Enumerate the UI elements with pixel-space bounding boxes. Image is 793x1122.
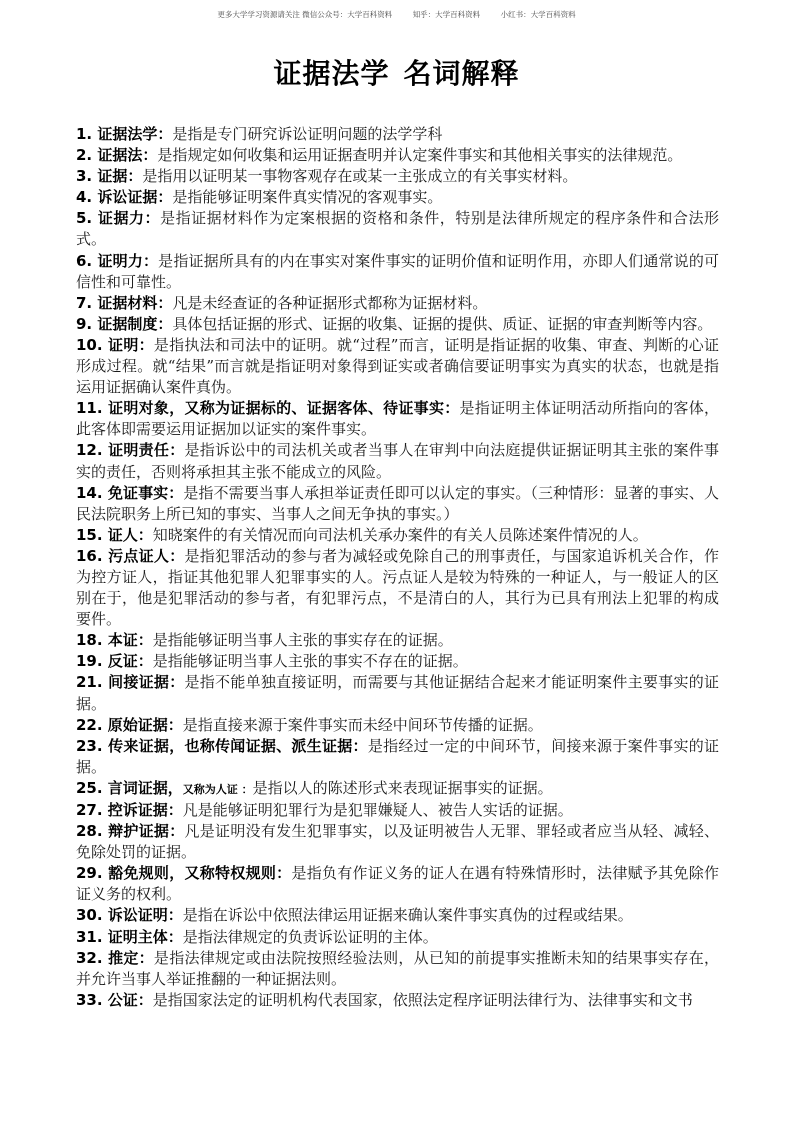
entry-term: 31. 证明主体： (76, 927, 183, 946)
entry-definition: 凡是未经查证的各种证据形式都称为证据材料。 (172, 293, 488, 312)
entry-term: 11. 证明对象，又称为证据标的、证据客体、待证事实： (76, 399, 460, 418)
glossary-entry-21 (76, 672, 719, 714)
page-header (0, 9, 793, 20)
entry-term: 29. 豁免规则，又称特权规则： (76, 864, 292, 883)
entry-term-main: 25. 言词证据， (76, 778, 183, 797)
glossary-entry-30 (76, 905, 719, 926)
glossary-entry-3 (76, 166, 719, 187)
entry-term: 16. 污点证人： (76, 546, 185, 565)
entry-definition: 是指不能单独直接证明，而需要与其他证据结合起来才能证明案件主要事实的证据。 (76, 673, 719, 713)
glossary-entry-29 (76, 863, 719, 905)
glossary-entry-31 (76, 927, 719, 948)
entry-definition: 是指证明主体证明活动所指向的客体，此客体即需要运用证据加以证实的案件事实。 (76, 399, 719, 439)
entry-term: 3. 证据： (76, 167, 143, 186)
entry-definition: 是指证据所具有的内在事实对案件事实的证明价值和证明作用，亦即人们通常说的可信性和可靠性。 (76, 251, 719, 291)
entry-definition: 是指证据材料作为定案根据的资格和条件，特别是法律所规定的程序条件和合法形式。 (76, 209, 719, 249)
glossary-entry-23 (76, 736, 719, 778)
title-type: 名词解释 (403, 57, 520, 90)
glossary-entry-32 (76, 948, 719, 990)
entry-term: 19. 反证： (76, 652, 153, 671)
entry-term: 22. 原始证据： (76, 715, 183, 734)
entry-definition: 是指以人的陈述形式来表现证据事实的证据。 (252, 778, 553, 797)
entry-term: 23. 传来证据，也称传闻证据、派生证据： (76, 736, 368, 755)
entry-definition: 是指是专门研究诉讼证明问题的法学学科 (172, 125, 443, 143)
entry-term: 32. 推定： (76, 948, 154, 967)
entry-definition: 是指经过一定的中间环节，间接来源于案件事实的证据。 (76, 736, 719, 776)
entry-term: 5. 证据力： (76, 209, 161, 228)
entry-definition: 凡是证明没有发生犯罪事实，以及证明被告人无罪、罪轻或者应当从轻、减轻、免除处罚的证据。 (76, 822, 719, 862)
glossary-entry-25 (76, 778, 719, 800)
entry-term: 1. 证据法学： (76, 125, 173, 143)
glossary-entry-9 (76, 314, 719, 335)
entry-term: 18. 本证： (76, 631, 153, 650)
glossary-entry-28 (76, 821, 719, 863)
entry-term: 14. 免证事实： (76, 483, 184, 502)
entry-term: 15. 证人： (76, 525, 153, 544)
glossary-entry-4 (76, 187, 719, 208)
entry-term: 2. 证据法： (76, 146, 158, 165)
entry-term: 21. 间接证据： (76, 673, 185, 692)
entry-term: 27. 控诉证据： (76, 801, 183, 819)
entry-term: 33. 公证： (76, 990, 153, 1009)
document-title (0, 52, 793, 92)
glossary-entry-1 (76, 124, 719, 145)
glossary-entry-15 (76, 525, 719, 546)
entry-definition: 是指犯罪活动的参与者为减轻或免除自己的刑事责任，与国家追诉机关合作，作为控方证人，指证其他犯罪人犯罪事实的人。污点证人是较为特殊的一种证人，与一般证人的区别在于，他是犯罪活动的参与者，有犯罪污点，不是清白的人，其行为已具有刑法上犯罪的构成要件。 (76, 546, 719, 629)
entry-definition: 是指诉讼中的司法机关或者当事人在审判中向法庭提供证据证明其主张的案件事实的责任，否则将承担其主张不能成立的风险。 (76, 441, 719, 481)
entry-term: 10. 证明： (76, 335, 154, 354)
entry-definition: 是指不需要当事人承担举证责任即可以认定的事实。（三种情形：显著的事实、人民法院职务上所已知的事实、当事人之间无争执的事实。） (76, 483, 719, 523)
entry-definition: 是指国家法定的证明机构代表国家，依照法定程序证明法律行为、法律事实和文书 (152, 990, 693, 1009)
glossary-entry-22 (76, 715, 719, 736)
glossary-entry-5 (76, 208, 719, 250)
entry-definition: 凡是能够证明犯罪行为是犯罪嫌疑人、被告人实话的证据。 (182, 801, 573, 819)
entry-definition: 知晓案件的有关情况而向司法机关承办案件的有关人员陈述案件情况的人。 (152, 525, 648, 544)
glossary-list (76, 124, 719, 1011)
header-note-xiaohongshu: 小红书：大学百科资料 (500, 10, 576, 19)
entry-definition: 是指在诉讼中依照法律运用证据来确认案件事实真伪的过程或结果。 (182, 906, 633, 925)
glossary-entry-18 (76, 630, 719, 651)
entry-term: 7. 证据材料： (76, 293, 173, 312)
entry-term (76, 779, 253, 797)
entry-term: 6. 证明力： (76, 251, 159, 270)
header-note-zhihu: 知乎：大学百科资料 (412, 10, 481, 19)
entry-definition: 是指能够证明当事人主张的事实不存在的证据。 (152, 652, 468, 671)
entry-definition: 是指直接来源于案件事实而未经中间环节传播的证据。 (182, 715, 543, 734)
entry-term-alias: 又称为人证 ： (182, 782, 253, 796)
entry-term: 9. 证据制度： (76, 314, 173, 333)
glossary-entry-14 (76, 483, 719, 525)
entry-definition: 是指用以证明某一事物客观存在或某一主张成立的有关事实材料。 (142, 167, 578, 186)
title-subject: 证据法学 (273, 57, 390, 90)
glossary-entry-11 (76, 398, 719, 440)
entry-definition: 是指法律规定的负责诉讼证明的主体。 (182, 927, 438, 946)
header-note-wechat: 更多大学学习资源请关注 微信公众号：大学百科资料 (217, 10, 393, 19)
glossary-entry-6 (76, 251, 719, 293)
entry-term: 12. 证明责任： (76, 441, 185, 460)
entry-term: 28. 辩护证据： (76, 822, 185, 841)
entry-definition: 是指负有作证义务的证人在遇有特殊情形时，法律赋予其免除作证义务的权利。 (76, 864, 719, 904)
entry-definition: 具体包括证据的形式、证据的收集、证据的提供、质证、证据的审查判断等内容。 (172, 314, 713, 333)
glossary-entry-16 (76, 546, 719, 630)
entry-term: 4. 诉讼证据： (76, 188, 173, 207)
entry-definition: 是指能够证明案件真实情况的客观事实。 (172, 188, 443, 207)
glossary-entry-27 (76, 800, 719, 821)
entry-definition: 是指法律规定或由法院按照经验法则，从已知的前提事实推断未知的结果事实存在，并允许当事人举证推翻的一种证据法则。 (76, 948, 719, 988)
glossary-entry-7 (76, 293, 719, 314)
entry-definition: 是指规定如何收集和运用证据查明并认定案件事实和其他相关事实的法律规范。 (157, 146, 683, 165)
entry-term: 30. 诉讼证明： (76, 906, 183, 925)
glossary-entry-2 (76, 145, 719, 166)
glossary-entry-19 (76, 651, 719, 672)
entry-definition: 是指能够证明当事人主张的事实存在的证据。 (152, 631, 453, 650)
glossary-entry-12 (76, 440, 719, 482)
entry-definition: 是指执法和司法中的证明。就“过程”而言，证明是指证据的收集、审查、判断的心证形成过程。就“结果”而言就是指证明对象得到证实或者确信要证明事实为真实的状态，也就是指运用证据确认案件真伪。 (76, 335, 720, 397)
glossary-entry-10 (76, 335, 719, 398)
glossary-entry-33 (76, 990, 719, 1011)
